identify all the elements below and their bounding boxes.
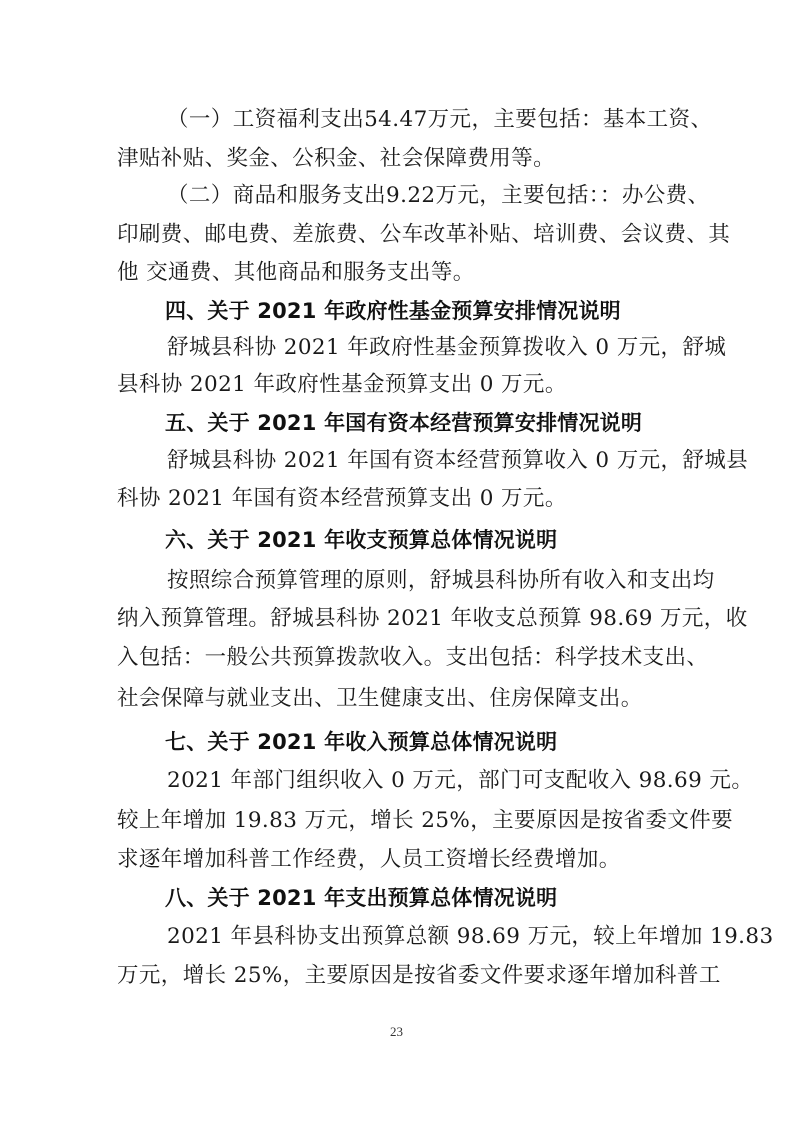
body-line: 求逐年增加科普工作经费，人员工资增长经费增加。 — [117, 847, 621, 872]
body-line: 科协 2021 年国有资本经营预算支出 0 万元。 — [117, 486, 567, 511]
body-line: 纳入预算管理。舒城县科协 2021 年收支总预算 98.69 万元，收 — [117, 606, 748, 631]
section-heading-4: 四、关于 2021 年政府性基金预算安排情况说明 — [165, 299, 621, 323]
body-line: 万元，增长 25%，主要原因是按省委文件要求逐年增加科普工 — [117, 963, 721, 988]
body-line: （二）商品和服务支出9.22万元，主要包括：：办公费、 — [167, 183, 710, 208]
body-line: 津贴补贴、奖金、公积金、社会保障费用等。 — [117, 146, 556, 171]
body-line: 较上年增加 19.83 万元，增长 25%，主要原因是按省委文件要 — [117, 808, 734, 833]
body-line: 2021 年县科协支出预算总额 98.69 万元，较上年增加 19.83 — [167, 924, 774, 949]
body-line: 入包括：一般公共预算拨款收入。支出包括：科学技术支出、 — [117, 645, 709, 670]
section-heading-5: 五、关于 2021 年国有资本经营预算安排情况说明 — [165, 411, 643, 435]
section-heading-7: 七、关于 2021 年收入预算总体情况说明 — [165, 730, 558, 754]
body-line: 2021 年部门组织收入 0 万元，部门可支配收入 98.69 元。 — [167, 768, 754, 793]
body-line: 他 交通费、其他商品和服务支出等。 — [117, 260, 475, 285]
page-number: 23 — [390, 1024, 403, 1039]
section-heading-8: 八、关于 2021 年支出预算总体情况说明 — [165, 886, 558, 910]
body-line: 舒城县科协 2021 年国有资本经营预算收入 0 万元，舒城县 — [167, 448, 749, 473]
section-heading-6: 六、关于 2021 年收支预算总体情况说明 — [165, 528, 558, 552]
body-line: 印刷费、邮电费、差旅费、公车改革补贴、培训费、会议费、其 — [117, 222, 731, 247]
body-line: 社会保障与就业支出、卫生健康支出、住房保障支出。 — [117, 686, 643, 711]
body-line: 县科协 2021 年政府性基金预算支出 0 万元。 — [117, 372, 567, 397]
body-line: （一）工资福利支出54.47万元，主要包括：基本工资、 — [167, 107, 713, 132]
body-line: 舒城县科协 2021 年政府性基金预算拨收入 0 万元，舒城 — [167, 335, 727, 360]
body-line: 按照综合预算管理的原则，舒城县科协所有收入和支出均 — [167, 568, 715, 593]
